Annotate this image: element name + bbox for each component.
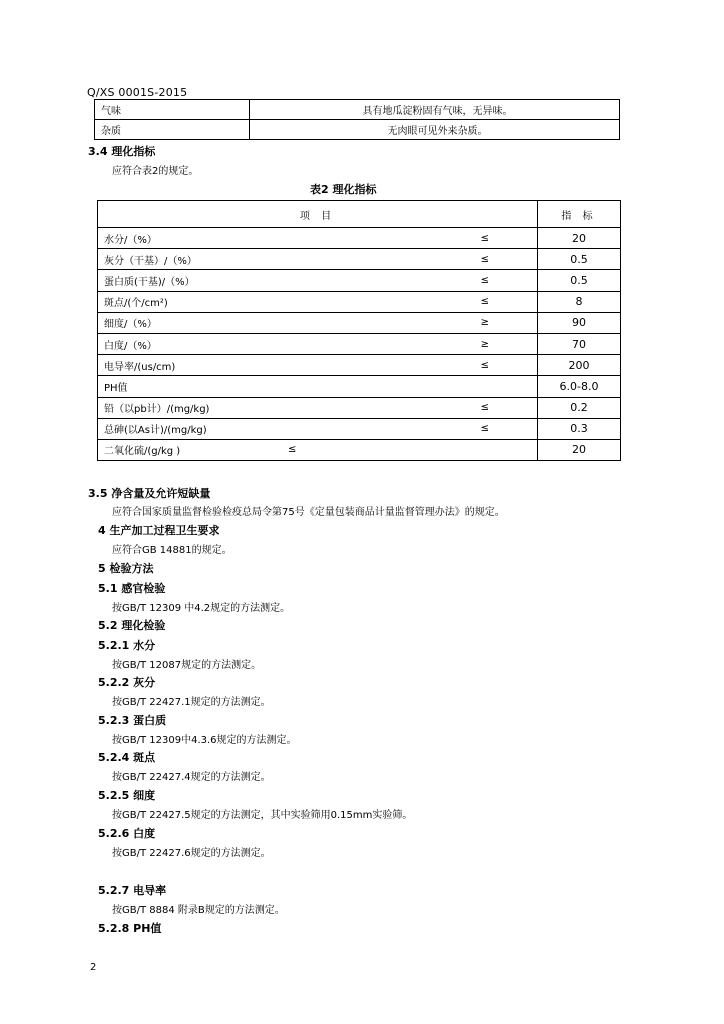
table-cell-item: 总砷(以As计)/(mg/kg) bbox=[98, 418, 305, 439]
page-number: 2 bbox=[90, 962, 97, 973]
section-heading: 3.4 理化指标 bbox=[88, 145, 156, 158]
table-row bbox=[98, 439, 621, 460]
column-header-value: 指 标 bbox=[538, 201, 621, 228]
table-cell-symbol: ≤ bbox=[304, 418, 538, 439]
table-cell-value: 0.2 bbox=[538, 397, 621, 418]
section-heading: 5.2.7 电导率 bbox=[98, 884, 167, 897]
section-heading: 5.2.3 蛋白质 bbox=[98, 714, 167, 727]
table-cell-value: 0.5 bbox=[538, 270, 621, 291]
table-row bbox=[98, 397, 621, 418]
table-row bbox=[98, 270, 621, 291]
table-cell-item: 蛋白质(干基)/（%） bbox=[98, 270, 305, 291]
section-heading: 5.2.5 细度 bbox=[98, 789, 156, 802]
table-cell-item: 白度/（%） bbox=[98, 333, 305, 354]
table-row bbox=[98, 376, 621, 397]
table-cell-symbol: ≤ bbox=[304, 270, 538, 291]
section-text: 按GB/T 12309中4.3.6规定的方法测定。 bbox=[112, 735, 297, 746]
table-cell-symbol: ≤ bbox=[304, 228, 538, 249]
sensory-table bbox=[94, 99, 620, 140]
table-cell-symbol: ≤ bbox=[304, 291, 538, 312]
table-cell-symbol: ≤ bbox=[304, 249, 538, 270]
section-text: 按GB/T 22427.5规定的方法测定，其中实验筛用0.15mm实验筛。 bbox=[112, 810, 413, 821]
symbol-text: ≤ bbox=[288, 444, 297, 456]
table-cell-symbol: ≥ bbox=[304, 333, 538, 354]
section-text: 应符合GB 14881的规定。 bbox=[112, 545, 232, 556]
table-caption: 表2 理化指标 bbox=[310, 183, 377, 196]
table-cell-item: 气味 bbox=[95, 100, 250, 120]
table-cell-value: 8 bbox=[538, 291, 621, 312]
table-cell-symbol: ≥ bbox=[304, 312, 538, 333]
section-heading: 3.5 净含量及允许短缺量 bbox=[88, 487, 211, 500]
section-text: 按GB/T 12309 中4.2规定的方法测定。 bbox=[112, 603, 291, 614]
table-cell-value: 0.5 bbox=[538, 249, 621, 270]
section-heading: 5.2 理化检验 bbox=[98, 619, 166, 632]
table-cell-requirement: 具有地瓜淀粉固有气味，无异味。 bbox=[250, 100, 620, 120]
section-heading: 5 检验方法 bbox=[98, 562, 154, 575]
table-cell-item: 斑点/(个/cm²) bbox=[98, 291, 305, 312]
section-heading: 5.2.6 白度 bbox=[98, 827, 156, 840]
table-row bbox=[98, 355, 621, 376]
table-row bbox=[98, 249, 621, 270]
column-header-item: 项 目 bbox=[98, 201, 538, 228]
table-row bbox=[95, 100, 620, 120]
table-row bbox=[98, 312, 621, 333]
table-cell-value: 6.0-8.0 bbox=[538, 376, 621, 397]
section-text: 按GB/T 22427.4规定的方法测定。 bbox=[112, 772, 271, 783]
table-cell-value: 0.3 bbox=[538, 418, 621, 439]
section-heading: 5.1 感官检验 bbox=[98, 582, 166, 595]
table-cell-symbol: ≤ bbox=[304, 355, 538, 376]
table-cell-symbol bbox=[288, 439, 538, 460]
section-text: 应符合表2的规定。 bbox=[112, 166, 199, 177]
table-row bbox=[98, 333, 621, 354]
table-row bbox=[98, 291, 621, 312]
table-header-row bbox=[98, 201, 621, 228]
table-cell-value: 200 bbox=[538, 355, 621, 376]
section-text: 按GB/T 22427.1规定的方法测定。 bbox=[112, 697, 271, 708]
table-cell-symbol: ≤ bbox=[304, 397, 538, 418]
section-heading: 5.2.1 水分 bbox=[98, 639, 156, 652]
section-text: 应符合国家质量监督检验检疫总局令第75号《定量包装商品计量监督管理办法》的规定。 bbox=[112, 507, 505, 518]
document-code: Q/XS 0001S-2015 bbox=[87, 86, 188, 99]
table-cell-value: 70 bbox=[538, 333, 621, 354]
table-cell-symbol bbox=[304, 376, 538, 397]
table-cell-item: 细度/（%） bbox=[98, 312, 305, 333]
table-cell-item: 铅（以pb计）/(mg/kg) bbox=[98, 397, 305, 418]
table-cell-item: PH值 bbox=[98, 376, 305, 397]
table-cell-value: 20 bbox=[538, 439, 621, 460]
section-text: 按GB/T 12087规定的方法测定。 bbox=[112, 660, 262, 671]
table-cell-item: 杂质 bbox=[95, 120, 250, 140]
section-heading: 5.2.8 PH值 bbox=[98, 922, 162, 935]
section-text: 按GB/T 22427.6规定的方法测定。 bbox=[112, 848, 271, 859]
table-cell-item: 二氧化硫/(g/kg ) bbox=[98, 439, 305, 460]
table-row bbox=[95, 120, 620, 140]
table-cell-item: 水分/（%） bbox=[98, 228, 305, 249]
table-cell-requirement: 无肉眼可见外来杂质。 bbox=[250, 120, 620, 140]
table-row bbox=[98, 418, 621, 439]
section-text: 按GB/T 8884 附录B规定的方法测定。 bbox=[112, 905, 285, 916]
section-heading: 5.2.4 斑点 bbox=[98, 751, 156, 764]
table-cell-item: 电导率/(us/cm) bbox=[98, 355, 305, 376]
section-heading: 4 生产加工过程卫生要求 bbox=[98, 524, 220, 537]
table-cell-value: 20 bbox=[538, 228, 621, 249]
table-cell-item: 灰分（干基）/（%） bbox=[98, 249, 305, 270]
section-heading: 5.2.2 灰分 bbox=[98, 676, 156, 689]
table-cell-value: 90 bbox=[538, 312, 621, 333]
physicochemical-table bbox=[97, 200, 621, 461]
table-row bbox=[98, 228, 621, 249]
